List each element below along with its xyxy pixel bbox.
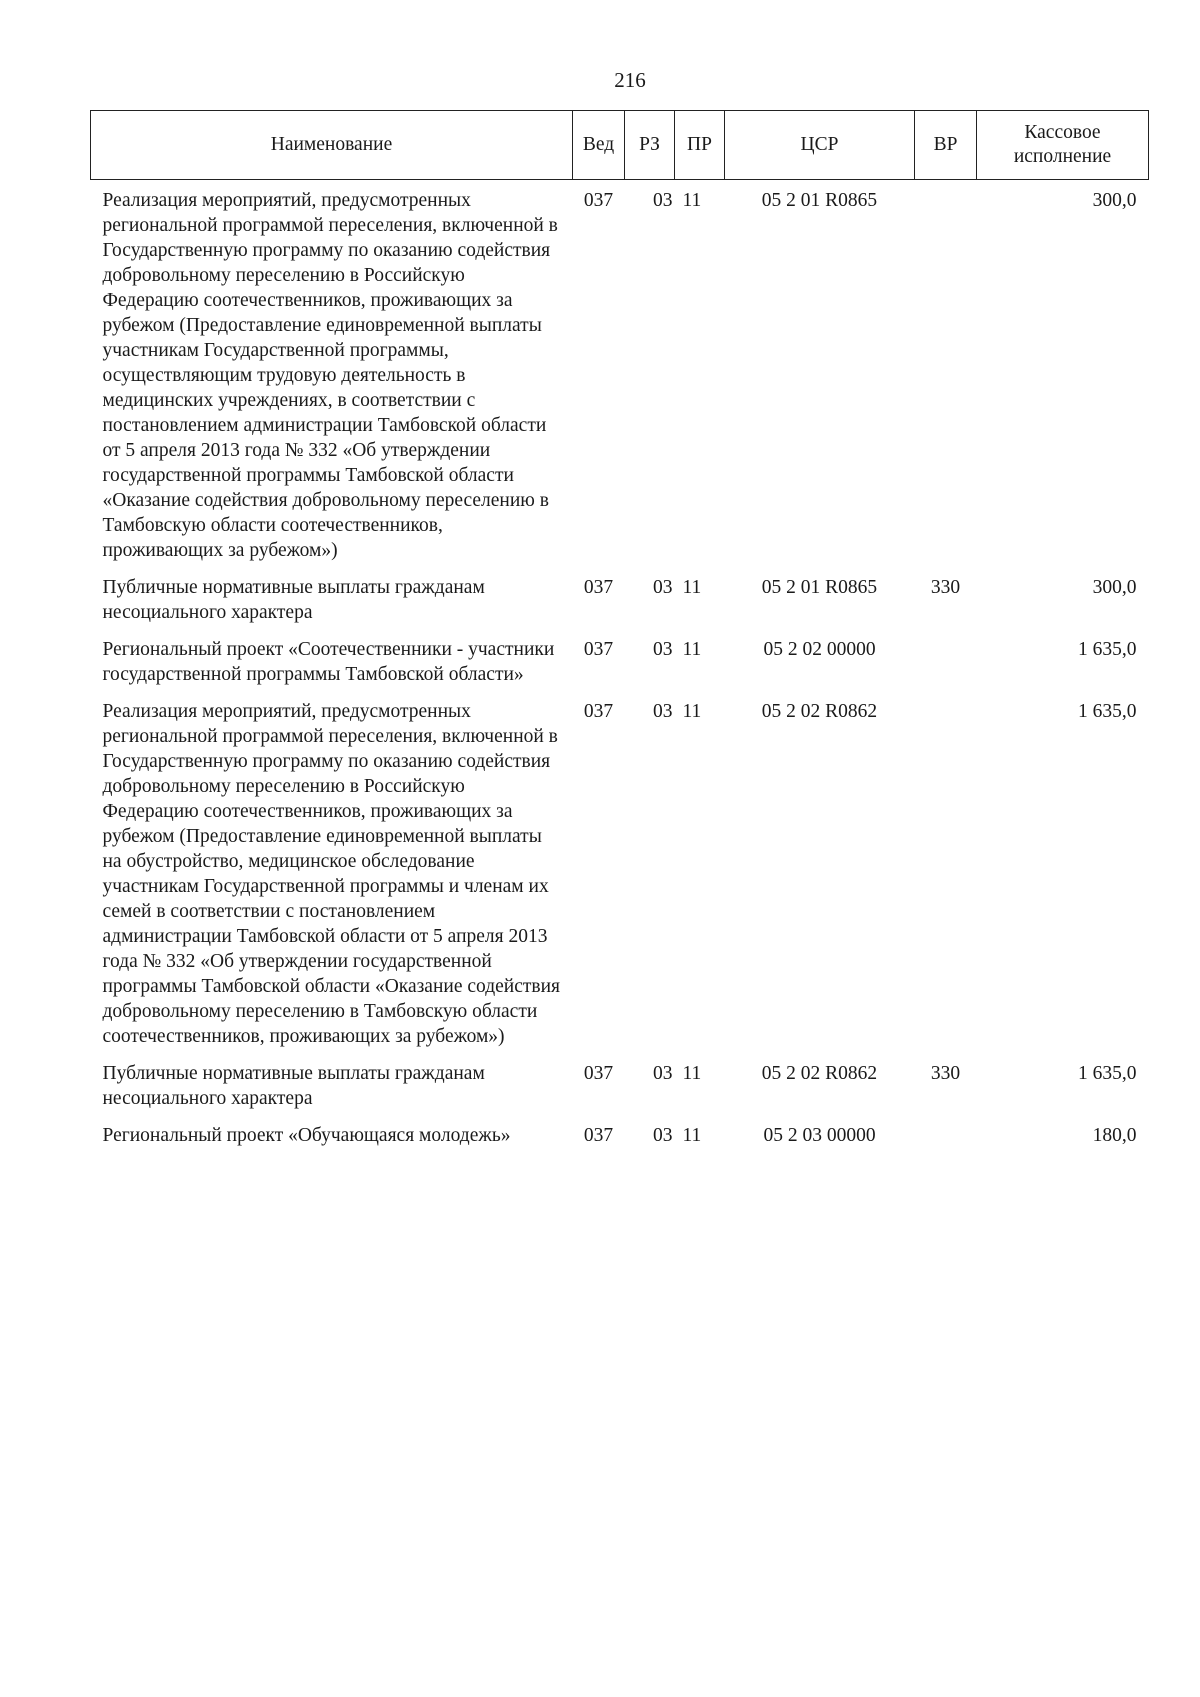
- row-name: Публичные нормативные выплаты гражданам несоциального характера: [102, 577, 485, 623]
- row-name: Региональный проект «Обучающаяся молодежь»: [102, 1125, 511, 1146]
- table-row: [91, 1053, 1149, 1115]
- budget-execution-table: [90, 110, 1149, 1152]
- row-ved: 037: [583, 1125, 614, 1146]
- row-pr: 11: [682, 1063, 702, 1084]
- row-sum: 1 635,0: [1078, 639, 1137, 660]
- row-sum: 1 635,0: [1078, 701, 1137, 722]
- row-name: Публичные нормативные выплаты гражданам несоциального характера: [102, 1063, 485, 1109]
- header-rz: РЗ: [625, 111, 675, 180]
- row-csr: 05 2 02 R0862: [761, 701, 878, 722]
- header-csr: ЦСР: [725, 111, 915, 180]
- row-name: Реализация мероприятий, предусмотренных региональной программой переселения, включенной в Государственную программу по оказанию содействия добровольному переселению в Российскую Федерацию соотечественников, проживающих за рубежом (Предоставление единовременной выплаты на обустройство, медицинское обследование участникам Государственной программы и членам их семей в соответствии с постановлением администрации Тамбовской области от 5 апреля 2013 года № 332 «Об утверждении государственной программы Тамбовской области «Оказание содействия добровольному переселению в Тамбовскую области соотечественников, проживающих за рубежом»): [102, 701, 561, 1047]
- row-pr: 11: [682, 1125, 702, 1146]
- table-row: [91, 567, 1149, 629]
- header-ved: Вед: [573, 111, 625, 180]
- row-ved: 037: [583, 639, 614, 660]
- header-sum: Кассовое исполнение: [977, 111, 1149, 180]
- header-vr: ВР: [915, 111, 977, 180]
- row-name: Реализация мероприятий, предусмотренных региональной программой переселения, включенной в Государственную программу по оказанию содействия добровольному переселению в Российскую Федерацию соотечественников, проживающих за рубежом (Предоставление единовременной выплаты участникам Государственной программы, осуществляющим трудовую деятельность в медицинских учреждениях, в соответствии с постановлением администрации Тамбовской области от 5 апреля 2013 года № 332 «Об утверждении государственной программы Тамбовской области «Оказание содействия добровольному переселению в Тамбовскую области соотечественников, проживающих за рубежом»): [102, 190, 558, 561]
- row-rz: 03: [653, 639, 673, 660]
- table-row: [91, 180, 1149, 568]
- row-rz: 03: [653, 1125, 673, 1146]
- row-sum: 300,0: [1092, 577, 1137, 598]
- row-pr: 11: [682, 577, 702, 598]
- row-vr: 330: [930, 577, 961, 598]
- row-vr: [915, 180, 977, 568]
- row-rz: 03: [653, 577, 673, 598]
- row-ved: 037: [583, 577, 614, 598]
- row-csr: 05 2 01 R0865: [761, 190, 878, 211]
- header-name: Наименование: [91, 111, 573, 180]
- row-sum: 1 635,0: [1078, 1063, 1137, 1084]
- row-ved: 037: [583, 1063, 614, 1084]
- row-name: Региональный проект «Соотечественники - участники государственной программы Тамбовской области»: [102, 639, 555, 685]
- row-csr: 05 2 01 R0865: [761, 577, 878, 598]
- row-pr: 11: [682, 639, 702, 660]
- row-csr: 05 2 02 00000: [763, 639, 876, 660]
- table-row: [91, 691, 1149, 1053]
- header-pr: ПР: [675, 111, 725, 180]
- row-sum: 300,0: [1092, 190, 1137, 211]
- row-pr: 11: [682, 701, 702, 722]
- row-vr: [915, 629, 977, 691]
- row-csr: 05 2 03 00000: [763, 1125, 876, 1146]
- row-ved: 037: [583, 190, 614, 211]
- table-row: [91, 1115, 1149, 1152]
- table-header-row: [91, 111, 1149, 180]
- page-number: 216: [614, 68, 646, 92]
- row-vr: [915, 1115, 977, 1152]
- row-pr: 11: [682, 190, 702, 211]
- row-vr: 330: [930, 1063, 961, 1084]
- row-rz: 03: [653, 1063, 673, 1084]
- table-row: [91, 629, 1149, 691]
- row-rz: 03: [653, 701, 673, 722]
- row-ved: 037: [583, 701, 614, 722]
- row-sum: 180,0: [1092, 1125, 1137, 1146]
- row-vr: [915, 691, 977, 1053]
- row-csr: 05 2 02 R0862: [761, 1063, 878, 1084]
- row-rz: 03: [653, 190, 673, 211]
